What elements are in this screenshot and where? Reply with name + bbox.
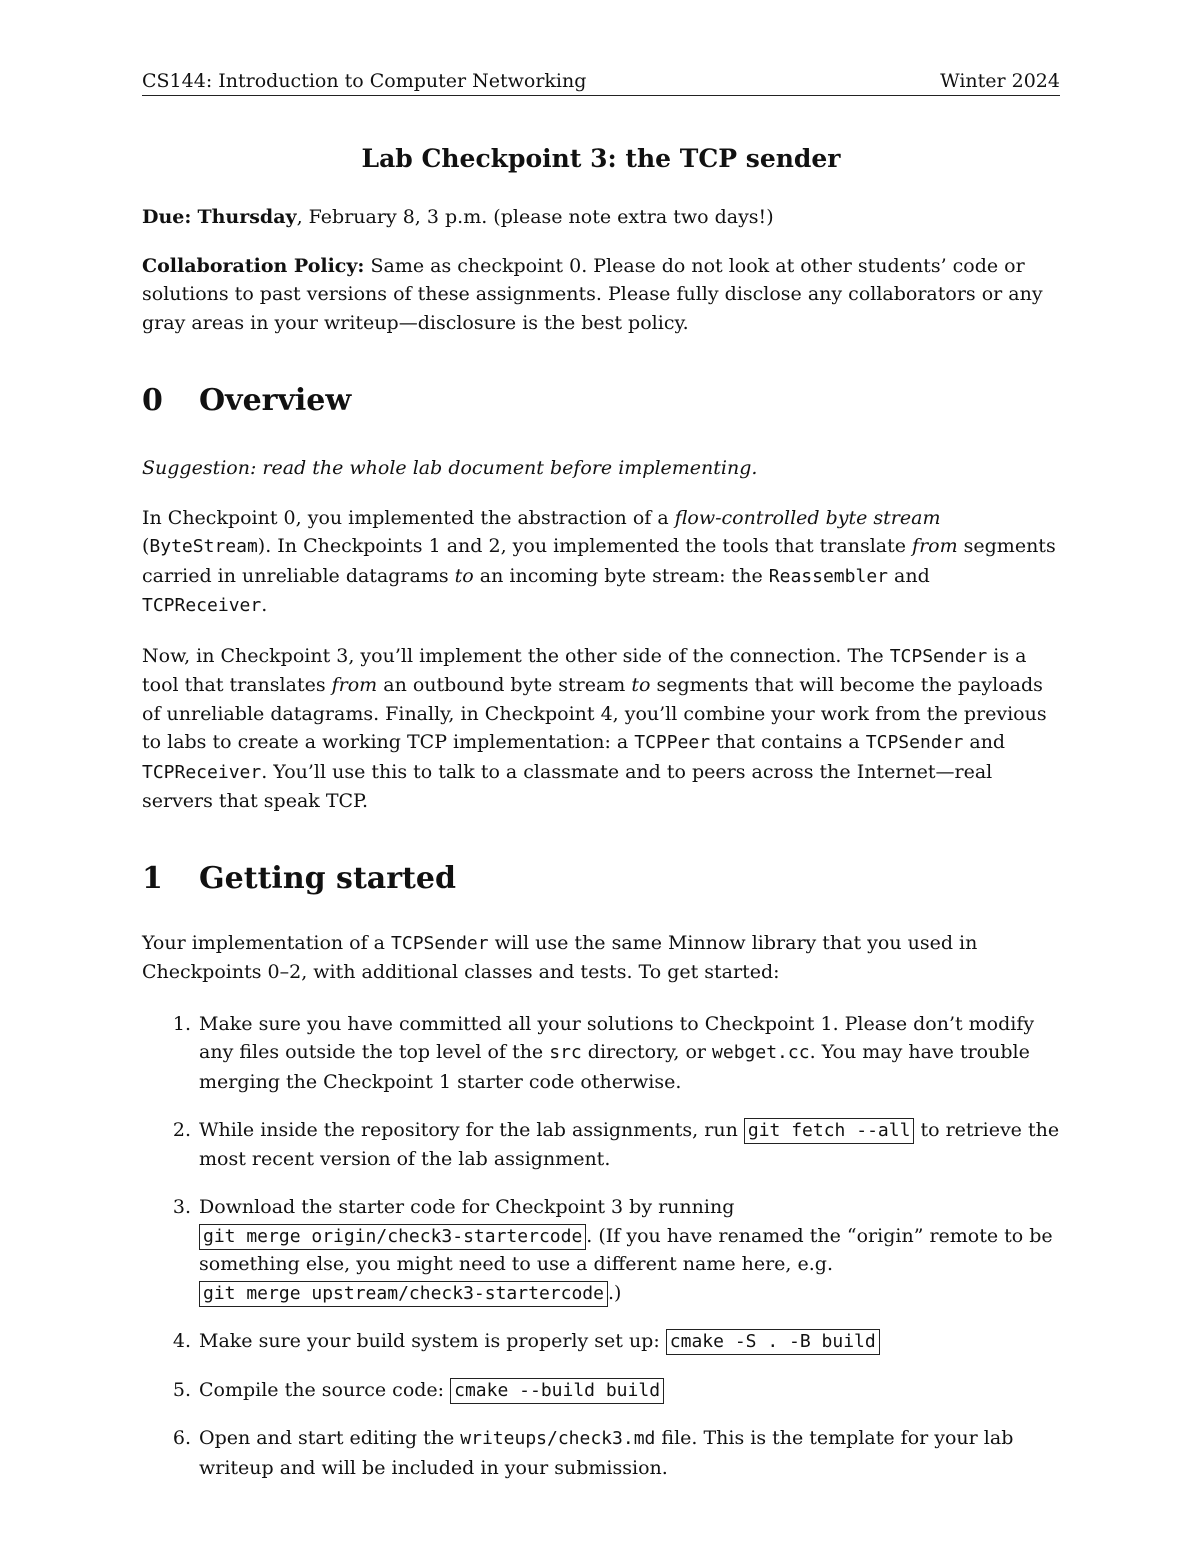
step-number: 4.: [172, 1330, 191, 1352]
text-run: Make sure you have committed all your solutions to Checkpoint 1. Please don’t modify any files outside the top level of the: [199, 1012, 1035, 1063]
text-run: will use the same Minnow library that you used in Checkpoints 0–2, with additional classes and tests. To get started:: [142, 931, 978, 983]
list-item: [142, 1010, 1060, 1097]
step-number: 6.: [172, 1427, 191, 1449]
setup-steps-list: [142, 1010, 1060, 1483]
document-title: Lab Checkpoint 3: the TCP sender: [361, 144, 841, 173]
code-tcppeer: TCPPeer: [634, 732, 711, 753]
code-tcpsender: TCPSender: [865, 732, 964, 753]
collaboration-policy: [142, 252, 1060, 338]
text-run: ). In Checkpoints 1 and 2, you implemented the tools that translate: [257, 535, 913, 557]
section-title: Getting started: [199, 860, 456, 896]
command-cmake-configure[interactable]: cmake -S . -B build: [666, 1329, 880, 1355]
text-run: segments carried in unreliable datagrams: [142, 535, 1056, 587]
text-run: In Checkpoint 0, you implemented the abstraction of a: [142, 506, 675, 529]
command-git-merge-upstream[interactable]: git merge upstream/check3-startercode: [199, 1281, 608, 1307]
text-run: Make sure your build system is properly set up:: [199, 1330, 666, 1352]
text-run: directory, or: [581, 1041, 713, 1063]
step-number: 5.: [172, 1378, 191, 1401]
text-run: that contains a: [710, 731, 866, 753]
text-run: Now, in Checkpoint 3, you’ll implement the other side of the connection. The: [142, 644, 890, 667]
term: Winter 2024: [940, 70, 1060, 92]
list-item: [142, 1376, 1060, 1405]
section-number: 0: [142, 383, 163, 418]
text-run: (: [142, 535, 150, 557]
code-writeup-file: writeups/check3.md: [460, 1428, 656, 1449]
command-git-fetch[interactable]: git fetch --all: [744, 1118, 915, 1144]
code-tcpreceiver: TCPReceiver: [142, 761, 262, 783]
code-webget: webget.cc: [712, 1042, 810, 1063]
step-number: 1.: [172, 1012, 191, 1035]
running-header: [142, 70, 1060, 96]
step-text: [199, 1193, 1060, 1307]
suggestion: [142, 454, 1060, 483]
list-item: [142, 1327, 1060, 1356]
list-item: [142, 1424, 1060, 1482]
section-heading-getting-started: [142, 861, 1060, 896]
text-run: an incoming byte stream: the: [473, 564, 769, 587]
text-run: Your implementation of a: [142, 931, 392, 954]
getting-started-intro: [142, 929, 1060, 987]
text-run: . You may have trouble merging the Checkpoint 1 starter code otherwise.: [199, 1041, 1030, 1093]
section-title: Overview: [199, 383, 352, 418]
due-day: Thursday: [197, 206, 297, 228]
code-bytestream: ByteStream: [149, 536, 258, 557]
code-tcpreceiver: TCPReceiver: [142, 595, 262, 616]
text-run: file. This is the template for your lab writeup and will be included in your submission.: [199, 1427, 1014, 1479]
text-run: While inside the repository for the lab assignments, run: [199, 1119, 744, 1141]
italic-run: to: [454, 564, 474, 587]
collaboration-text: Same as checkpoint 0. Please do not look at other students’ code or solutions to past versions of these assignments. Please fully disclose any collaborators or any gray areas in your writeup—disclosure is the best policy.: [142, 254, 1043, 334]
suggestion-text: Suggestion: read the whole lab document before implementing.: [142, 457, 758, 479]
due-text: , February 8, 3 p.m. (please note extra two days!): [296, 206, 774, 228]
step-text: [199, 1424, 1060, 1482]
text-run: Download the starter code for Checkpoint 3 by running: [199, 1196, 735, 1218]
list-item: [142, 1116, 1060, 1173]
collaboration-label: Collaboration Policy:: [142, 254, 365, 277]
code-reassembler: Reassembler: [768, 565, 888, 587]
step-text: [199, 1010, 1060, 1097]
italic-run: from: [912, 535, 958, 557]
overview-paragraph-1: [142, 504, 1060, 621]
command-git-merge-origin[interactable]: git merge origin/check3-startercode: [199, 1224, 586, 1250]
step-text: [199, 1376, 1060, 1405]
text-run: and: [963, 731, 1006, 753]
text-run: Compile the source code:: [199, 1378, 451, 1401]
italic-run: flow-controlled byte stream: [674, 506, 941, 529]
step-text: [199, 1116, 1060, 1173]
code-tcpsender: TCPSender: [889, 645, 988, 667]
text-run: segments that will become the payloads of unreliable datagrams. Finally, in Checkpoint 4, you’ll combine your work from the previous to labs to create a working TCP implementation: a: [142, 674, 1047, 753]
text-run: .): [607, 1281, 622, 1304]
text-run: .: [261, 594, 268, 616]
text-run: and: [888, 564, 930, 587]
list-item: [142, 1193, 1060, 1307]
text-run: Open and start editing the: [199, 1427, 461, 1449]
step-number: 3.: [172, 1196, 191, 1218]
italic-run: to: [631, 674, 651, 696]
italic-run: from: [331, 674, 378, 696]
due-label: Due:: [142, 206, 192, 228]
text-run: . You’ll use this to talk to a classmate and to peers across the Internet—real servers that speak TCP.: [142, 760, 993, 812]
due-date: [142, 203, 1060, 232]
code-src: src: [549, 1042, 582, 1063]
text-run: is a tool that translates: [142, 644, 1027, 696]
course-name: CS144: Introduction to Computer Networking: [142, 70, 587, 92]
text-run: an outbound byte stream: [377, 674, 632, 696]
document-page: [142, 70, 1060, 1502]
code-tcpsender: TCPSender: [391, 932, 489, 954]
section-number: 1: [142, 860, 163, 896]
overview-paragraph-2: [142, 642, 1060, 816]
text-run: . (If you have renamed the “origin” remote to be something else, you might need to use a different name here, e.g.: [199, 1224, 1053, 1275]
text-run: to retrieve the most recent version of the lab assignment.: [199, 1119, 1060, 1170]
command-cmake-build[interactable]: cmake --build build: [450, 1378, 664, 1404]
section-heading-overview: [142, 383, 1060, 418]
step-text: [199, 1327, 1060, 1356]
step-number: 2.: [172, 1119, 191, 1141]
